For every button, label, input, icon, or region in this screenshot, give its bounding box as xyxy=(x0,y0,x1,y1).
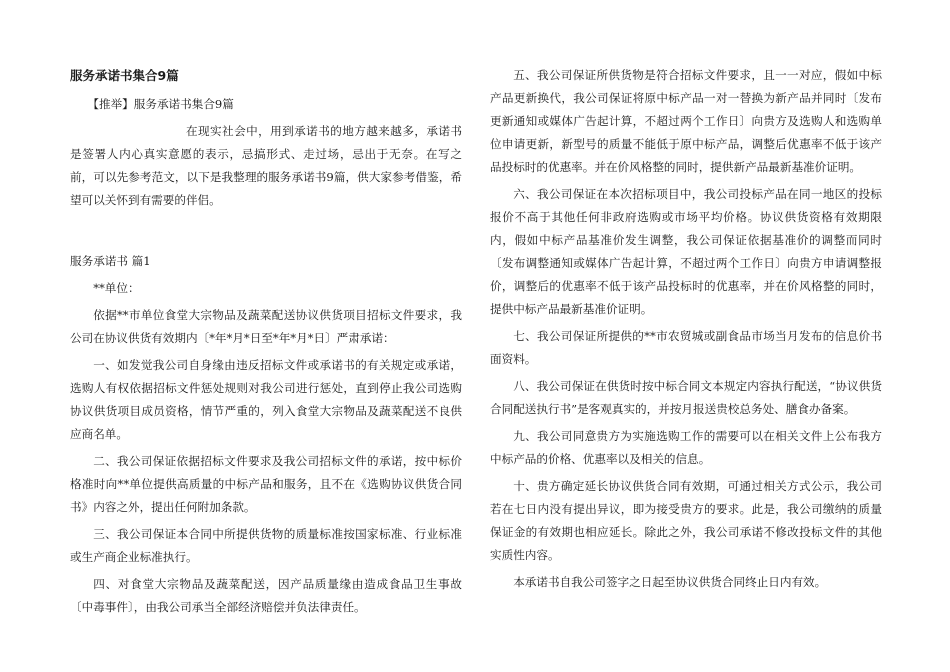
paragraph: 三、我公司保证本合同中所提供货物的质量标准按国家标准、行业标准或生产商企业标准执行。 xyxy=(70,527,462,564)
paragraph: 七、我公司保证所提供的**市农贸城或副食品市场当月发布的信息价书面资料。 xyxy=(490,329,882,366)
paragraph: 四、对食堂大宗物品及蔬菜配送，因产品质量缘由造成食品卫生事故〔中毒事件〕，由我公司承当全部经济赔偿并负法律责任。 xyxy=(70,577,462,614)
paragraph: 六、我公司保证在本次招标项目中，我公司投标产品在同一地区的投标报价不高于其他任何非政府选购或市场平均价格。协议供货资格有效期限内，假如中标产品基准价发生调整，我公司保证依据基准价的调整而同时〔发布调整通知或媒体广告起计算，不超过两个工作日〕向贵方申请调整报价，调整后的优惠率不低于该产品投标时的优惠率，并在价风格整的同时，提供中标产品最新基准价证明。 xyxy=(490,187,882,316)
document-title: 服务承诺书集合9篇 xyxy=(70,68,179,83)
left-column xyxy=(70,64,462,623)
paragraph: 八、我公司保证在供货时按中标合同文本规定内容执行配送，“协议供货合同配送执行书”是客观真实的，并按月报送贵校总务处、膳食办备案。 xyxy=(490,379,882,416)
paragraph: 依据**市单位食堂大宗物品及蔬菜配送协议供货项目招标文件要求，我公司在协议供货有效期内〔*年*月*日至*年*月*日〕严肃承诺： xyxy=(70,308,462,345)
section-title: 服务承诺书 篇1 xyxy=(70,254,151,268)
salutation: **单位： xyxy=(93,281,140,295)
paragraph: 二、我公司保证依据招标文件要求及我公司招标文件的承诺，按中标价格准时向**单位提供高质量的中标产品和服务，且不在《选购协议供货合同书》内容之外，提出任何附加条款。 xyxy=(70,454,462,514)
paragraph: 十、贵方确定延长协议供货合同有效期，可通过相关方式公示，我公司若在七日内没有提出异议，即为接受贵方的要求。此是，我公司缴纳的质量保证金的有效期也相应延长。除此之外，我公司承诺不修改投标文件的其他实质性内容。 xyxy=(490,479,882,562)
intro-paragraph: 在现实社会中，用到承诺书的地方越来越多，承诺书是签署人内心真实意愿的表示，忌搞形式、走过场，忌出于无奈。在写之前，可以先参考范文，以下是我整理的服务承诺书9篇，供大家参考借鉴，希望可以关怀到有需要的伴侣。 xyxy=(70,124,462,207)
paragraph: 五、我公司保证所供货物是符合招标文件要求，且一一对应，假如中标产品更新换代，我公司保证将原中标产品一对一替换为新产品并同时〔发布更新通知或媒体广告起计算，不超过两个工作日〕向贵方及选购人和选购单位申请更新，新型号的质量不能低于原中标产品，调整后优惠率不低于该产品投标时的优惠率。并在价风格整的同时，提供新产品最新基准价证明。 xyxy=(490,68,882,174)
paragraph: 九、我公司同意贵方为实施选购工作的需要可以在相关文件上公布我方中标产品的价格、优惠率以及相关的信息。 xyxy=(490,429,882,466)
closing-paragraph: 本承诺书自我公司签字之日起至协议供货合同终止日内有效。 xyxy=(513,575,827,589)
recommend-line: 【推举】服务承诺书集合9篇 xyxy=(87,97,234,111)
right-column xyxy=(490,64,882,598)
paragraph: 一、如发觉我公司自身缘由违反招标文件或承诺书的有关规定或承诺，选购人有权依据招标文件惩处规则对我公司进行惩处，直到停止我公司选购协议供货项目成员资格，情节严重的，列入食堂大宗物品及蔬菜配送不良供应商名单。 xyxy=(70,358,462,441)
